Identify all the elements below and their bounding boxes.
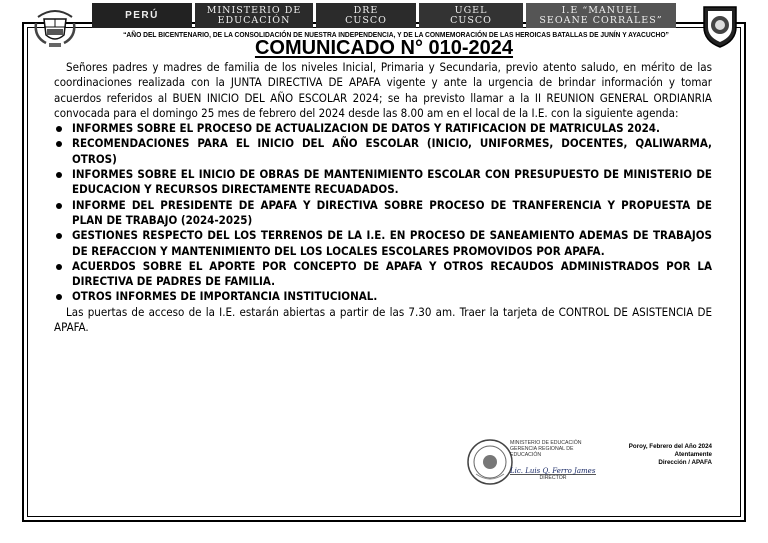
- stamp-line-2: GERENCIA REGIONAL DE EDUCACIÓN: [510, 446, 574, 458]
- agenda-item: INFORMES SOBRE EL INICIO DE OBRAS DE MANTENIMIENTO ESCOLAR CON PRESUPUESTO DE MINISTERIO DE EDUCACION Y RECURSOS DIRECTAMENTE RECUADADOS.: [72, 167, 712, 197]
- banner-ministerio: MINISTERIO DE EDUCACIÓN: [195, 3, 313, 28]
- signature: Lic. Luis Q. Ferro James: [510, 467, 596, 475]
- stamp-role: DIRECTOR: [539, 475, 567, 481]
- page-title: COMUNICADO N° 010-2024: [254, 37, 514, 59]
- agenda-item: GESTIONES RESPECTO DEL LOS TERRENOS DE LA I.E. EN PROCESO DE SANEAMIENTO ADEMAS DE TRABAJOS DE REFACCION Y MANTENIMIENTO DEL LOS LOCALES ESCOLARES PROMOVIDOS POR APAFA.: [72, 228, 712, 258]
- closing-paragraph: Las puertas de acceso de la I.E. estarán abiertas a partir de las 7.30 am. Traer la tarjeta de CONTROL DE ASISTENCIA DE APAFA.: [54, 304, 712, 335]
- sign-block: [605, 443, 712, 467]
- agenda-item: ACUERDOS SOBRE EL APORTE POR CONCEPTO DE APAFA Y OTROS RECAUDOS ADMINISTRADOS POR LA DIRECTIVA DE PADRES DE FAMILIA.: [72, 258, 712, 289]
- place-date: Poroy, Febrero del Año 2024: [628, 443, 712, 450]
- agenda-list: [54, 121, 712, 305]
- agenda-item: INFORME DEL PRESIDENTE DE APAFA Y DIRECTIVA SOBRE PROCESO DE TRANFERENCIA Y PROPUESTA DE PLAN DE TRABAJO (2024-2025): [72, 197, 712, 227]
- banner-dre: DRE CUSCO: [316, 3, 416, 28]
- document-body: [54, 60, 712, 335]
- agenda-item: OTROS INFORMES DE IMPORTANCIA INSTITUCIONAL.: [72, 289, 712, 304]
- circular-seal-icon: [466, 438, 514, 486]
- official-stamp: [510, 440, 596, 481]
- signer: Dirección / APAFA: [658, 459, 712, 466]
- agenda-item: INFORMES SOBRE EL PROCESO DE ACTUALIZACION DE DATOS Y RATIFICACION DE MATRICULAS 2024.: [72, 121, 712, 136]
- regards: Atentamente: [674, 451, 712, 458]
- institution-banner: [92, 3, 682, 28]
- year-motto: “AÑO DEL BICENTENARIO, DE LA CONSOLIDACIÓN DE NUESTRA INDEPENDENCIA, Y DE LA CONMEMORACIÓN DE LAS HEROICAS BATALLAS DE JUNÍN Y AYACUCHO”: [123, 30, 669, 39]
- banner-ugel: UGEL CUSCO: [419, 3, 523, 28]
- agenda-item: RECOMENDACIONES PARA EL INICIO DEL AÑO ESCOLAR (INICIO, UNIFORMES, DOCENTES, QALIWARMA, OTROS): [72, 136, 712, 166]
- intro-paragraph: Señores padres y madres de familia de los niveles Inicial, Primaria y Secundaria, previo atento saludo, en mérito de las coordinaciones realizada con la JUNTA DIRECTIVA DE APAFA vigente y ante la urgencia de brindar información y tomar acuerdos referidos al BUEN INICIO DEL AÑO ESCOLAR 2024; se ha previsto llamar a la II REUNION GENERAL ORDIANRIA convocada para el domingo 25 mes de febrero del 2024 desde las 8.00 am en el local de la I.E. con la siguiente agenda:: [54, 60, 712, 120]
- banner-school: I.E “MANUEL SEOANE CORRALES”: [526, 3, 676, 28]
- stamp-line-1: MINISTERIO DE EDUCACIÓN: [510, 440, 582, 446]
- banner-peru: PERÚ: [92, 3, 192, 28]
